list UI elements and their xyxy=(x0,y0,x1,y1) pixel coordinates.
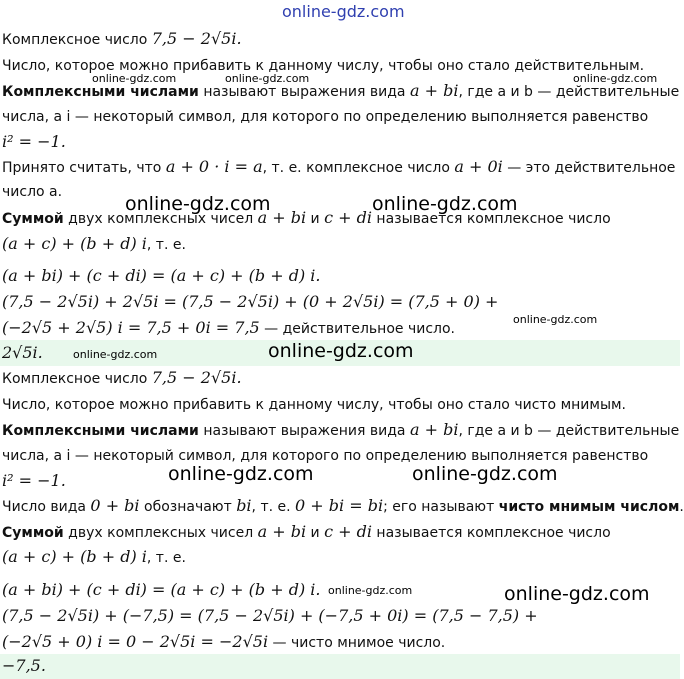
p2-line-3: Комплексными числами называют выражения вида a + bi, где a и b — действительные xyxy=(2,420,680,439)
p2-line-5: i² = −1. xyxy=(2,471,66,490)
watermark-big: online-gdz.com xyxy=(372,193,518,215)
watermark-small: online-gdz.com xyxy=(328,584,413,597)
p1-line-9: (a + c) + (b + d) i, т. е. xyxy=(2,234,186,253)
p2-answer-box xyxy=(0,654,680,679)
p1-line-8: Суммой двух комплексных чисел a + bi и c + di называется комплексное число xyxy=(2,208,611,227)
watermark-small: online-gdz.com xyxy=(513,313,598,326)
watermark-big: online-gdz.com xyxy=(412,463,558,485)
p2-line-1: Комплексное число 7,5 − 2√5i. xyxy=(2,368,242,387)
watermark-big: online-gdz.com xyxy=(125,193,271,215)
watermark-top: online-gdz.com xyxy=(282,2,405,21)
watermark-small: online-gdz.com xyxy=(225,72,310,85)
p1-line-5: i² = −1. xyxy=(2,132,66,151)
p1-answer: 2√5i. xyxy=(2,343,43,362)
p1-line-7: число a. xyxy=(2,184,63,200)
p1-line-6: Принято считать, что a + 0 · i = a, т. е. комплексное число a + 0i — это действительное xyxy=(2,157,676,176)
p1-line-1: Комплексное число 7,5 − 2√5i. xyxy=(2,29,242,48)
p1-line-11: (7,5 − 2√5i) + 2√5i = (7,5 − 2√5i) + (0 + 2√5i) = (7,5 + 0) + xyxy=(2,292,499,311)
p1-line-4: числа, а i — некоторый символ, для которого по определению выполняется равенство xyxy=(2,109,649,125)
watermark-big: online-gdz.com xyxy=(268,340,414,362)
p2-line-9: (a + bi) + (c + di) = (a + c) + (b + d) i. xyxy=(2,580,321,599)
p2-line-10: (7,5 − 2√5i) + (−7,5) = (7,5 − 2√5i) + (−7,5 + 0i) = (7,5 − 7,5) + xyxy=(2,606,538,625)
watermark-big: online-gdz.com xyxy=(504,583,650,605)
p2-line-7: Суммой двух комплексных чисел a + bi и c + di называется комплексное число xyxy=(2,522,611,541)
p1-line-3: Комплексными числами называют выражения вида a + bi, где a и b — действительные xyxy=(2,81,680,100)
p2-line-11: (−2√5 + 0) i = 0 − 2√5i = −2√5i — чисто мнимое число. xyxy=(2,632,446,651)
p2-line-6: Число вида 0 + bi обозначают bi, т. е. 0 + bi = bi; его называют чисто мнимым числом. xyxy=(2,496,684,515)
p2-line-2: Число, которое можно прибавить к данному числу, чтобы оно стало чисто мнимым. xyxy=(2,397,627,413)
watermark-small: online-gdz.com xyxy=(73,348,158,361)
p2-answer: −7,5. xyxy=(2,656,46,675)
p1-line-12: (−2√5 + 2√5) i = 7,5 + 0i = 7,5 — действительное число. xyxy=(2,318,455,337)
p1-line-10: (a + bi) + (c + di) = (a + c) + (b + d) i. xyxy=(2,266,321,285)
watermark-small: online-gdz.com xyxy=(573,72,658,85)
p2-line-8: (a + c) + (b + d) i, т. е. xyxy=(2,547,186,566)
watermark-big: online-gdz.com xyxy=(168,463,314,485)
p1-line-2: Число, которое можно прибавить к данному числу, чтобы оно стало действительным. xyxy=(2,58,645,74)
p2-line-4: числа, а i — некоторый символ, для которого по определению выполняется равенство xyxy=(2,448,649,464)
watermark-small: online-gdz.com xyxy=(92,72,177,85)
